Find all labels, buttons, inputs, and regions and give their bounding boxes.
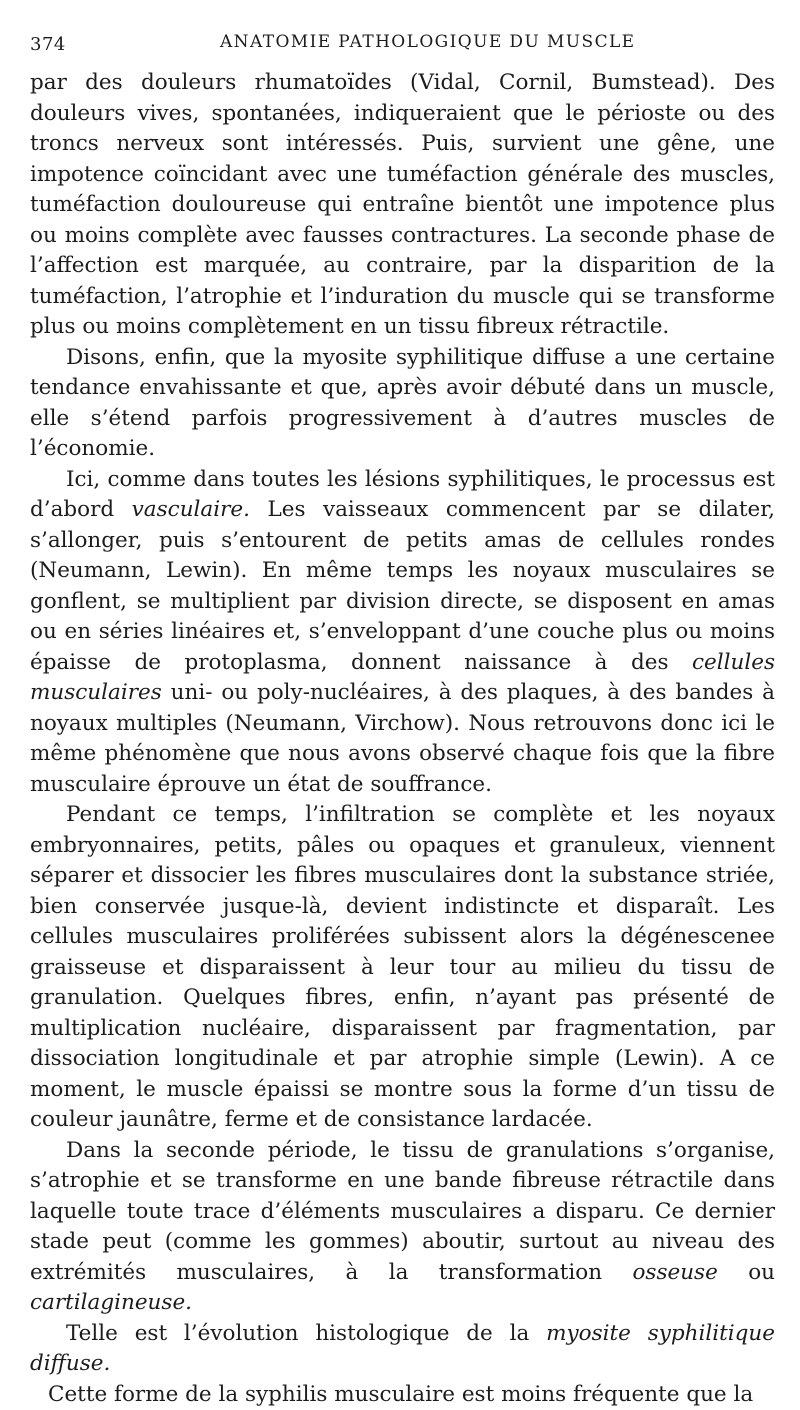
- text-run: Dans la seconde période, le tissu de granulations s’organise, s’atrophie et se transforme en une bande fibreuse rétractile dans laquelle toute trace d’éléments musculaires a disparu. Ce dernier stade peut (comme les gommes) aboutir, surtout au niveau des extrémités musculaires, à la transformation: [30, 1138, 775, 1285]
- italic-term: osseuse: [632, 1260, 717, 1285]
- paragraph-continued: [30, 68, 775, 343]
- italic-term: cartilagineuse.: [30, 1290, 192, 1315]
- running-title: ANATOMIE PATHOLOGIQUE DU MUSCLE: [220, 32, 635, 52]
- text-run: Pendant ce temps, l’infiltration se complète et les noyaux embryonnaires, petits, pâles ou opaques et granuleux, viennent séparer et dissocier les fibres musculaires dont la substance striée, bien conservée jusque-là, devient indistincte et disparaît. Les cellules musculaires proliférées subissent alors la dégénescenee graisseuse et disparaissent à leur tour au milieu du tissu de granulation. Quelques fibres, enfin, n’ayant pas présenté de multiplication nucléaire, disparaissent par fragmentation, par dissociation longitudinale et par atrophie simple (Lewin). A ce moment, le muscle épaissi se montre sous la forme d’un tissu de couleur jaunâtre, ferme et de consistance lardacée.: [30, 802, 775, 1132]
- page-number: 374: [30, 34, 66, 55]
- paragraph: [30, 1136, 775, 1319]
- body-text: [30, 68, 775, 1410]
- italic-term: cellules musculaires: [30, 650, 775, 706]
- text-run: ou: [718, 1260, 775, 1285]
- paragraph: [30, 800, 775, 1136]
- italic-term: myosite syphilitique diffuse.: [30, 1321, 775, 1377]
- paragraph: [30, 465, 775, 801]
- italic-term: vasculaire.: [132, 497, 250, 522]
- paragraph: [30, 343, 775, 465]
- running-head: [30, 30, 775, 56]
- paragraph-continues-next-page: [30, 1380, 775, 1410]
- text-run: Ici, comme dans toutes les lésions syphilitiques, le processus est d’abord: [30, 467, 775, 523]
- paragraph: [30, 1319, 775, 1380]
- text-run: Les vaisseaux commencent par se dilater, s’allonger, puis s’entourent de petits amas de cellules rondes (Neumann, Lewin). En même temps les noyaux musculaires se gonflent, se multiplient par division directe, se disposent en amas ou en séries linéaires et, s’enveloppant d’une couche plus ou moins épaisse de protoplasma, donnent naissance à des: [30, 497, 775, 675]
- text-run: uni- ou poly-nucléaires, à des plaques, à des bandes à noyaux multiples (Neumann, Virchow). Nous retrouvons donc ici le même phénomène que nous avons observé chaque fois que la fibre musculaire éprouve un état de souffrance.: [30, 680, 775, 797]
- text-run: Disons, enfin, que la myosite syphilitique diffuse a une certaine tendance envahissante et que, après avoir débuté dans un muscle, elle s’étend parfois progressivement à d’autres muscles de l’économie.: [30, 345, 775, 462]
- text-run: Cette forme de la syphilis musculaire est moins fréquente que la: [48, 1382, 753, 1407]
- text-run: Telle est l’évolution histologique de la: [66, 1321, 546, 1346]
- text-run: par des douleurs rhumatoïdes (Vidal, Cornil, Bumstead). Des douleurs vives, spontanées, indiqueraient que le périoste ou des troncs nerveux sont intéressés. Puis, survient une gêne, une impotence coïncidant avec une tuméfaction générale des muscles, tuméfaction douloureuse qui entraîne bientôt une impotence plus ou moins complète avec fausses contractures. La seconde phase de l’affection est marquée, au contraire, par la disparition de la tuméfaction, l’atrophie et l’induration du muscle qui se transforme plus ou moins complètement en un tissu fibreux rétractile.: [30, 70, 775, 339]
